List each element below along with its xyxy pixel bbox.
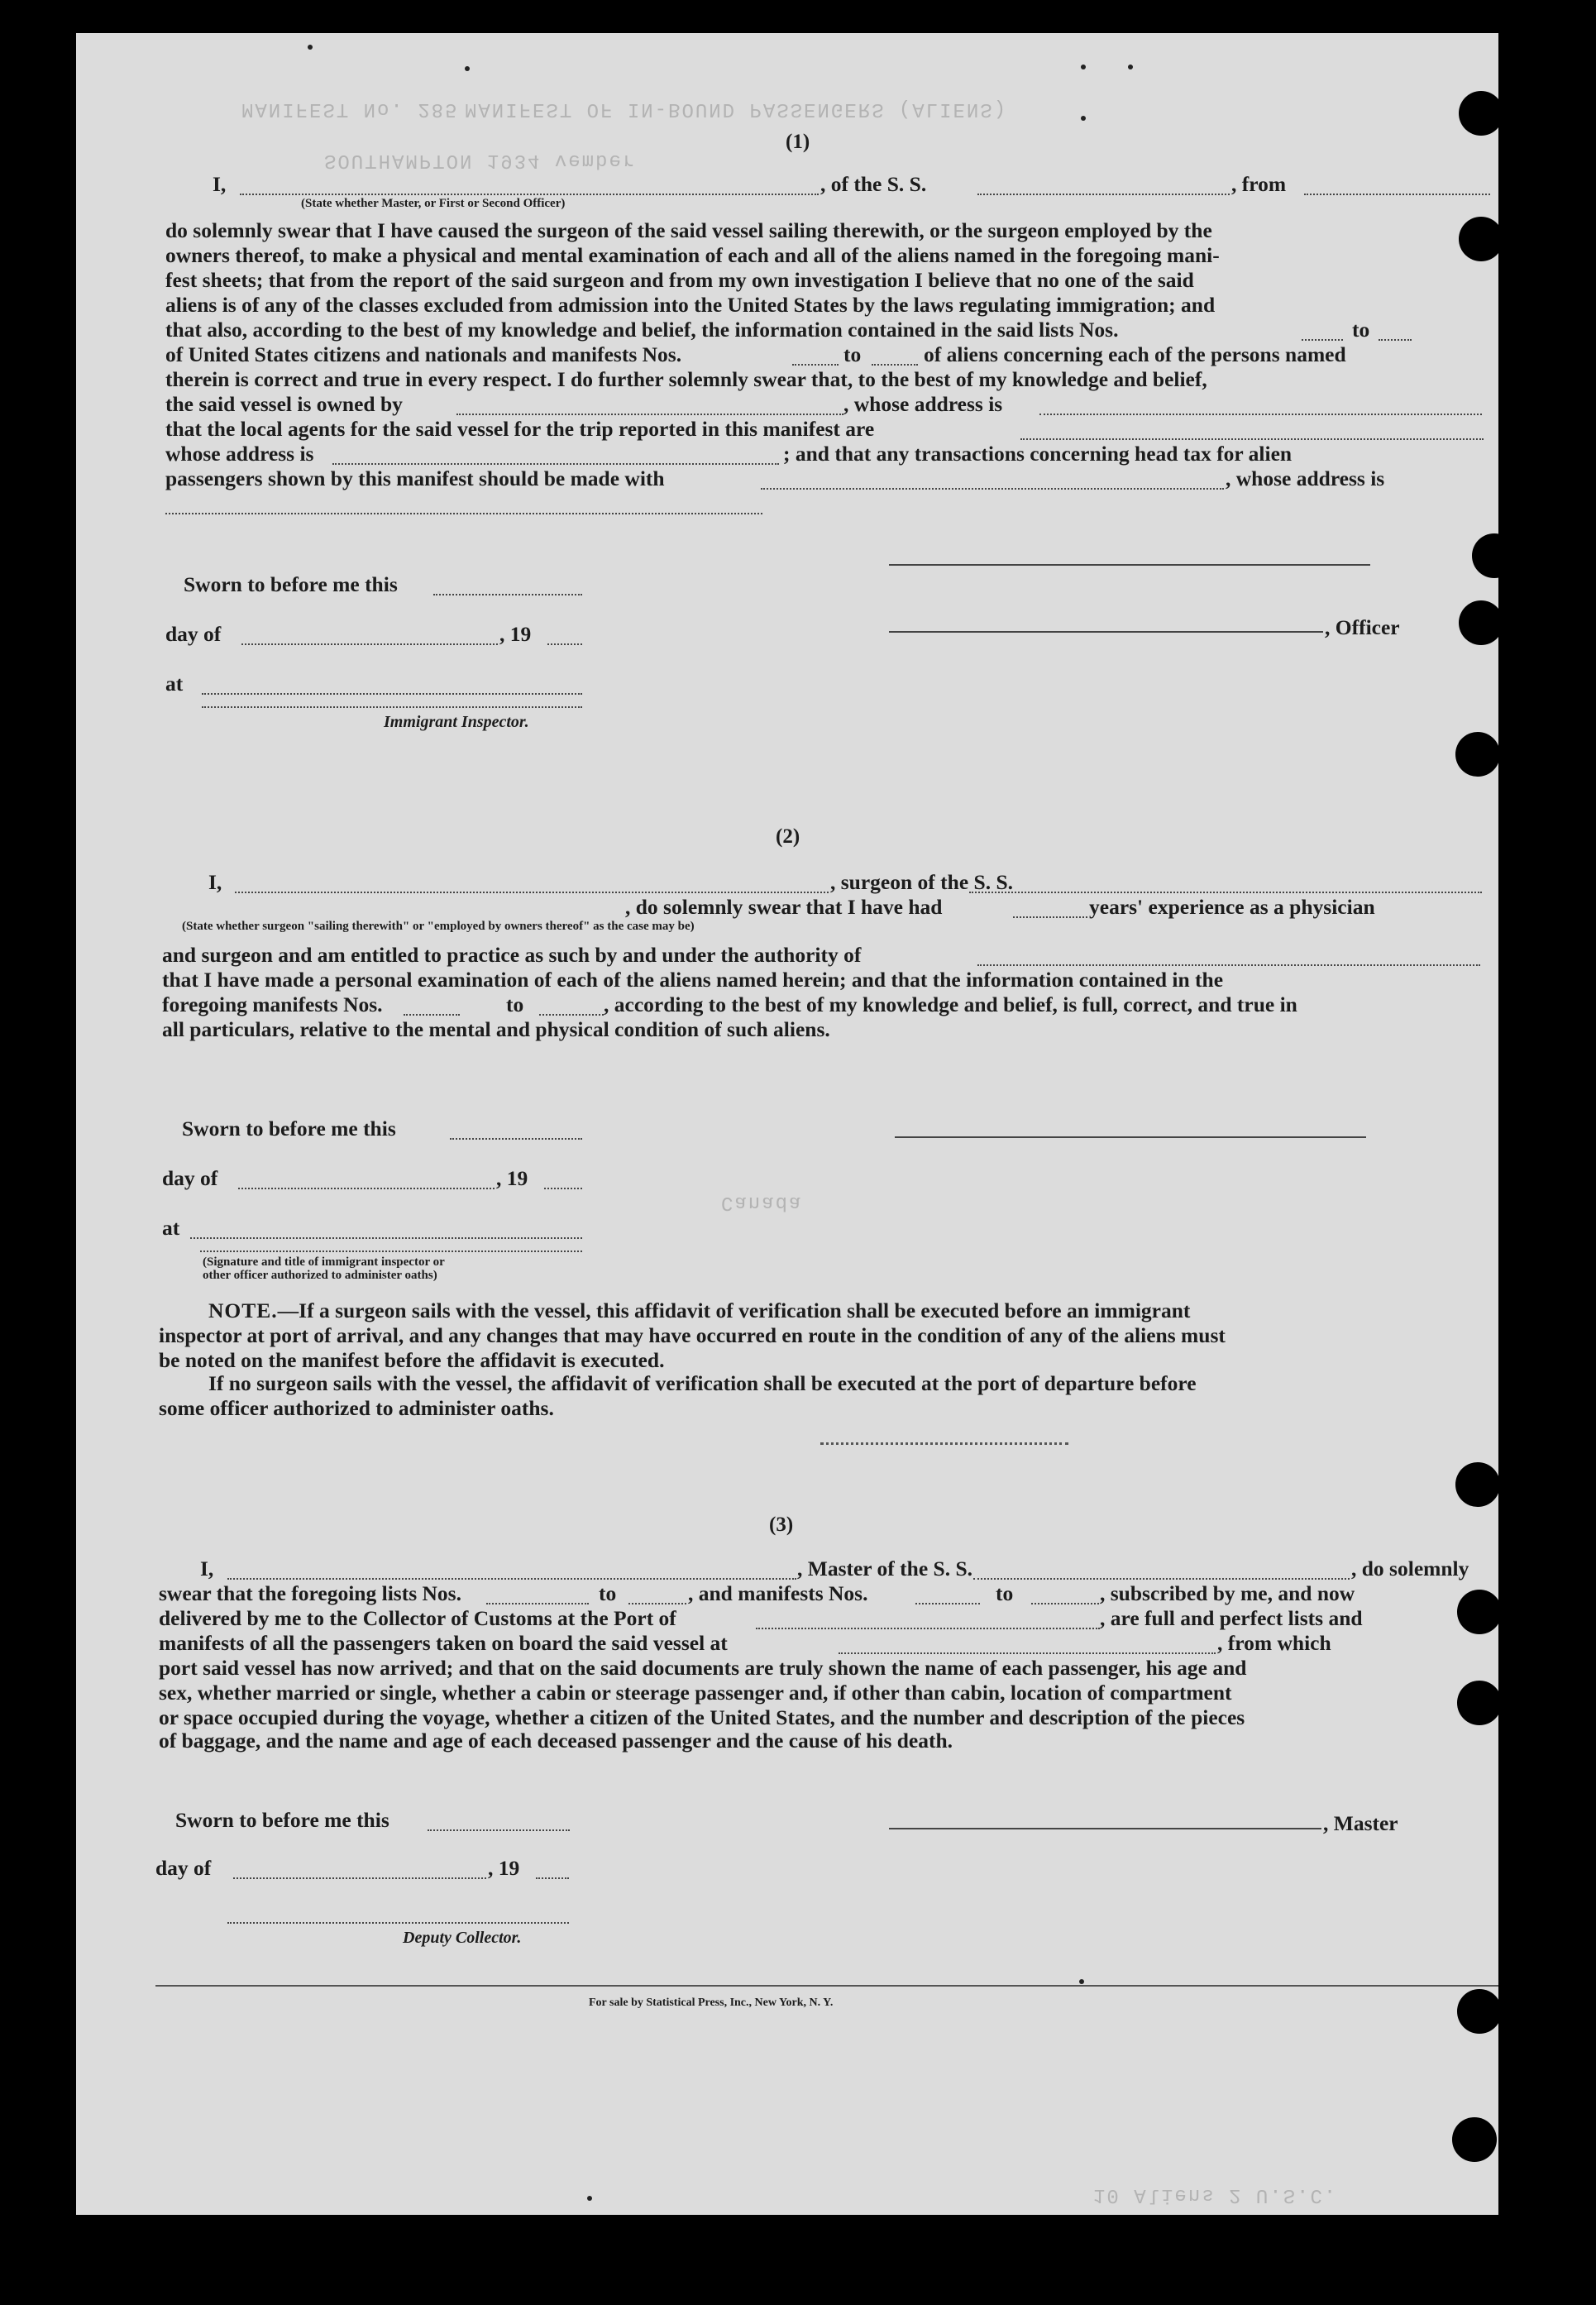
s1-line3: fest sheets; that from the report of the said surgeon and from my own investigation I believe that no one of the said: [165, 268, 1194, 292]
section-separator: [820, 1442, 1068, 1445]
s2-vessel-blank[interactable]: [969, 892, 1482, 893]
s1-officer-blank[interactable]: [240, 194, 819, 195]
s1-line10a: whose address is: [165, 442, 314, 466]
punch-hole: [1457, 1989, 1502, 2034]
s3-line8: of baggage, and the name and age of each deceased passenger and the cause of his death.: [159, 1729, 953, 1753]
s2-line5b: to: [506, 992, 524, 1016]
s1-day-of: day of: [165, 622, 222, 646]
bleed-through-text: MANIFEST No. 285: [241, 98, 459, 120]
s1-manifests-to-blank[interactable]: [872, 364, 918, 366]
s1-line10b: ; and that any transactions concerning head tax for alien: [783, 442, 1293, 466]
s2-surgeon-of: , surgeon of the S. S.: [830, 870, 1014, 894]
s2-i: I,: [208, 870, 222, 894]
s1-manifests-from-blank[interactable]: [792, 364, 839, 366]
s2-caption: (State whether surgeon "sailing therewith" or "employed by owners thereof" as the case may be): [182, 920, 695, 933]
s2-day-blank[interactable]: [238, 1188, 495, 1189]
punch-hole: [1459, 91, 1503, 136]
punch-hole: [1452, 2117, 1497, 2162]
s3-line2a: swear that the foregoing lists Nos.: [159, 1581, 461, 1605]
punch-hole: [1457, 1590, 1502, 1634]
s3-nineteen: , 19: [488, 1856, 520, 1880]
s3-line4a: manifests of all the passengers taken on board the said vessel at: [159, 1631, 728, 1655]
s3-manifests-to-blank[interactable]: [1031, 1603, 1099, 1604]
s3-deputy-caption: Deputy Collector.: [403, 1929, 522, 1947]
s1-sworn-blank[interactable]: [433, 594, 582, 595]
s2-sig-caption-1: (Signature and title of immigrant inspector or: [203, 1255, 445, 1269]
note-line2: inspector at port of arrival, and any changes that may have occurred en route in the condition of any of the aliens must: [159, 1323, 1226, 1347]
s1-of-ss: , of the S. S.: [820, 172, 927, 196]
s1-line7: therein is correct and true in every respect. I do further solemnly swear that, to the best of my knowledge and belief,: [165, 367, 1207, 391]
s3-deputy-line[interactable]: [227, 1922, 569, 1924]
s1-owner-address-blank[interactable]: [1039, 414, 1482, 415]
s3-line5: port said vessel has now arrived; and that on the said documents are truly shown the name of each passenger, his age and: [159, 1656, 1247, 1680]
speck: [465, 66, 470, 71]
s2-line4: that I have made a personal examination of each of the aliens named herein; and that the information contained in the: [162, 968, 1224, 992]
s1-line8b: , whose address is: [843, 392, 1003, 416]
bleed-through-text: Canada: [721, 1191, 803, 1213]
s2-sworn-blank[interactable]: [450, 1138, 582, 1140]
s1-nineteen: , 19: [499, 622, 532, 646]
s1-line2: owners thereof, to make a physical and mental examination of each and all of the aliens named in the foregoing mani-: [165, 243, 1220, 267]
speck: [1081, 116, 1086, 121]
s1-i: I,: [213, 172, 227, 196]
s3-line3a: delivered by me to the Collector of Customs at the Port of: [159, 1606, 676, 1630]
s2-line2b: years' experience as a physician: [1089, 895, 1375, 919]
s3-port-blank[interactable]: [756, 1628, 1100, 1629]
section-2-number: (2): [776, 825, 800, 848]
s1-agents-blank[interactable]: [1020, 438, 1484, 440]
note-line3: be noted on the manifest before the affidavit is executed.: [159, 1348, 665, 1372]
s1-line11a: passengers shown by this manifest should be made with: [165, 466, 665, 490]
s1-line6b: of aliens concerning each of the persons named: [924, 342, 1346, 366]
s3-line4b: , from which: [1217, 1631, 1331, 1655]
s2-manifest-from-blank[interactable]: [404, 1014, 460, 1016]
punch-hole: [1472, 533, 1517, 578]
s2-years-blank[interactable]: [1013, 916, 1087, 918]
speck: [1079, 1979, 1084, 1984]
s2-day-of: day of: [162, 1166, 218, 1190]
bleed-through-text: MANIFEST OF IN-BOUND PASSENGERS (ALIENS): [465, 98, 1008, 120]
speck: [587, 2196, 592, 2201]
s3-i: I,: [200, 1557, 214, 1581]
s2-at: at: [162, 1216, 180, 1240]
s1-lists-from-blank[interactable]: [1302, 339, 1343, 341]
section-3-number: (3): [769, 1514, 794, 1536]
s3-year-blank[interactable]: [536, 1877, 569, 1879]
s1-at-blank[interactable]: [202, 693, 582, 695]
s2-line5c: , according to the best of my knowledge and belief, is full, correct, and true in: [604, 992, 1297, 1016]
punch-hole: [1457, 1681, 1502, 1725]
s2-surgeon-name-blank[interactable]: [235, 892, 829, 893]
s2-authority-blank[interactable]: [977, 964, 1480, 966]
speck: [1081, 65, 1086, 69]
s1-to: to: [1352, 318, 1370, 342]
s3-master-line[interactable]: [889, 1828, 1321, 1829]
form-page: [76, 33, 1498, 2215]
note-line4: If no surgeon sails with the vessel, the affidavit of verification shall be executed at the port of departure before: [208, 1371, 1197, 1395]
s1-year-blank[interactable]: [547, 643, 582, 645]
s1-sworn: Sworn to before me this: [184, 572, 398, 596]
footer-printer: For sale by Statistical Press, Inc., New York, N. Y.: [589, 1997, 834, 2009]
s1-officer-line[interactable]: [889, 631, 1323, 633]
s3-master-of: , Master of the S. S.: [797, 1557, 973, 1581]
punch-hole: [1459, 600, 1503, 645]
s3-vessel-blank[interactable]: [973, 1578, 1350, 1580]
s1-line9: that the local agents for the said vessel for the trip reported in this manifest are: [165, 417, 875, 441]
s1-agents-address-blank[interactable]: [332, 463, 779, 465]
punch-hole: [1455, 1462, 1500, 1507]
s3-lists-to-blank[interactable]: [628, 1603, 686, 1604]
speck: [308, 45, 313, 50]
s1-inspector-line[interactable]: [202, 706, 582, 708]
s1-inspector-caption: Immigrant Inspector.: [384, 713, 529, 731]
s1-at: at: [165, 672, 184, 696]
s1-line1: do solemnly swear that I have caused the surgeon of the said vessel sailing therewith, or the surgeon employed by the: [165, 218, 1212, 242]
s3-line2e: , subscribed by me, and now: [1100, 1581, 1355, 1605]
s3-line2d: to: [996, 1581, 1014, 1605]
s2-line2a: , do solemnly swear that I have had: [625, 895, 943, 919]
s3-master-label: , Master: [1323, 1811, 1398, 1835]
punch-hole: [1459, 217, 1503, 261]
s2-year-blank[interactable]: [544, 1188, 582, 1189]
s1-line5: that also, according to the best of my knowledge and belief, the information contained in the said lists Nos.: [165, 318, 1119, 342]
s2-inspector-line[interactable]: [200, 1251, 582, 1252]
s2-nineteen: , 19: [496, 1166, 528, 1190]
s2-sig-caption-2: other officer authorized to administer oaths): [203, 1269, 437, 1282]
s3-sworn-blank[interactable]: [428, 1829, 570, 1831]
s3-line2c: , and manifests Nos.: [688, 1581, 868, 1605]
s1-day-blank[interactable]: [241, 643, 498, 645]
s2-line5a: foregoing manifests Nos.: [162, 992, 383, 1016]
s3-do-solemnly: , do solemnly: [1351, 1557, 1469, 1581]
punch-hole: [1455, 732, 1500, 777]
note-line5: some officer authorized to administer oaths.: [159, 1396, 554, 1420]
s2-sworn: Sworn to before me this: [182, 1117, 396, 1141]
s1-from-blank[interactable]: [1304, 194, 1490, 195]
speck: [1128, 65, 1133, 69]
s3-sworn: Sworn to before me this: [175, 1808, 389, 1832]
s3-line7: or space occupied during the voyage, whether a citizen of the United States, and the number and description of the pieces: [159, 1705, 1245, 1729]
s3-line3b: , are full and perfect lists and: [1100, 1606, 1363, 1630]
s1-vessel-blank[interactable]: [977, 194, 1230, 195]
s1-officer-label: , Officer: [1325, 615, 1400, 639]
footer-rule: [155, 1985, 1498, 1987]
s2-line3: and surgeon and am entitled to practice as such by and under the authority of: [162, 943, 862, 967]
s3-master-name-blank[interactable]: [227, 1578, 796, 1580]
note-label: NOTE.: [208, 1298, 278, 1322]
note-line1: [208, 1298, 1190, 1323]
s1-to2: to: [843, 342, 862, 366]
s1-from: , from: [1231, 172, 1287, 196]
s1-headtax-address-blank[interactable]: [165, 513, 762, 514]
s1-officer-caption: (State whether Master, or First or Second Officer): [301, 197, 566, 210]
s2-at-blank[interactable]: [190, 1237, 582, 1239]
s1-signature-line[interactable]: [889, 564, 1370, 566]
bleed-through-text: 10 Aliens 2 U.S.C.: [1093, 2183, 1338, 2206]
bleed-through-text: SOUTHAMPTON 1934 vember: [324, 149, 637, 171]
s1-owner-blank[interactable]: [456, 414, 843, 415]
s2-manifest-to-blank[interactable]: [539, 1014, 604, 1016]
s2-line6: all particulars, relative to the mental and physical condition of such aliens.: [162, 1017, 830, 1041]
s1-line8a: the said vessel is owned by: [165, 392, 403, 416]
section-1-number: (1): [786, 131, 810, 153]
s1-line11b: , whose address is: [1226, 466, 1385, 490]
s3-embark-blank[interactable]: [839, 1652, 1216, 1654]
s1-line6a: of United States citizens and nationals and manifests Nos.: [165, 342, 682, 366]
s3-manifests-from-blank[interactable]: [915, 1603, 980, 1604]
s2-signature-line[interactable]: [895, 1136, 1366, 1138]
s3-lists-from-blank[interactable]: [486, 1603, 589, 1604]
s3-day-blank[interactable]: [233, 1877, 486, 1879]
s3-line2b: to: [599, 1581, 617, 1605]
s3-day-of: day of: [155, 1856, 212, 1880]
s1-lists-to-blank[interactable]: [1379, 339, 1412, 341]
s1-line4: aliens is of any of the classes excluded from admission into the United States by the laws regulating immigration; and: [165, 293, 1216, 317]
note-text-1: —If a surgeon sails with the vessel, this affidavit of verification shall be executed before an immigrant: [277, 1298, 1191, 1322]
s3-line6: sex, whether married or single, whether a cabin or steerage passenger and, if other than cabin, location of compartment: [159, 1681, 1232, 1705]
s1-headtax-blank[interactable]: [761, 488, 1224, 490]
